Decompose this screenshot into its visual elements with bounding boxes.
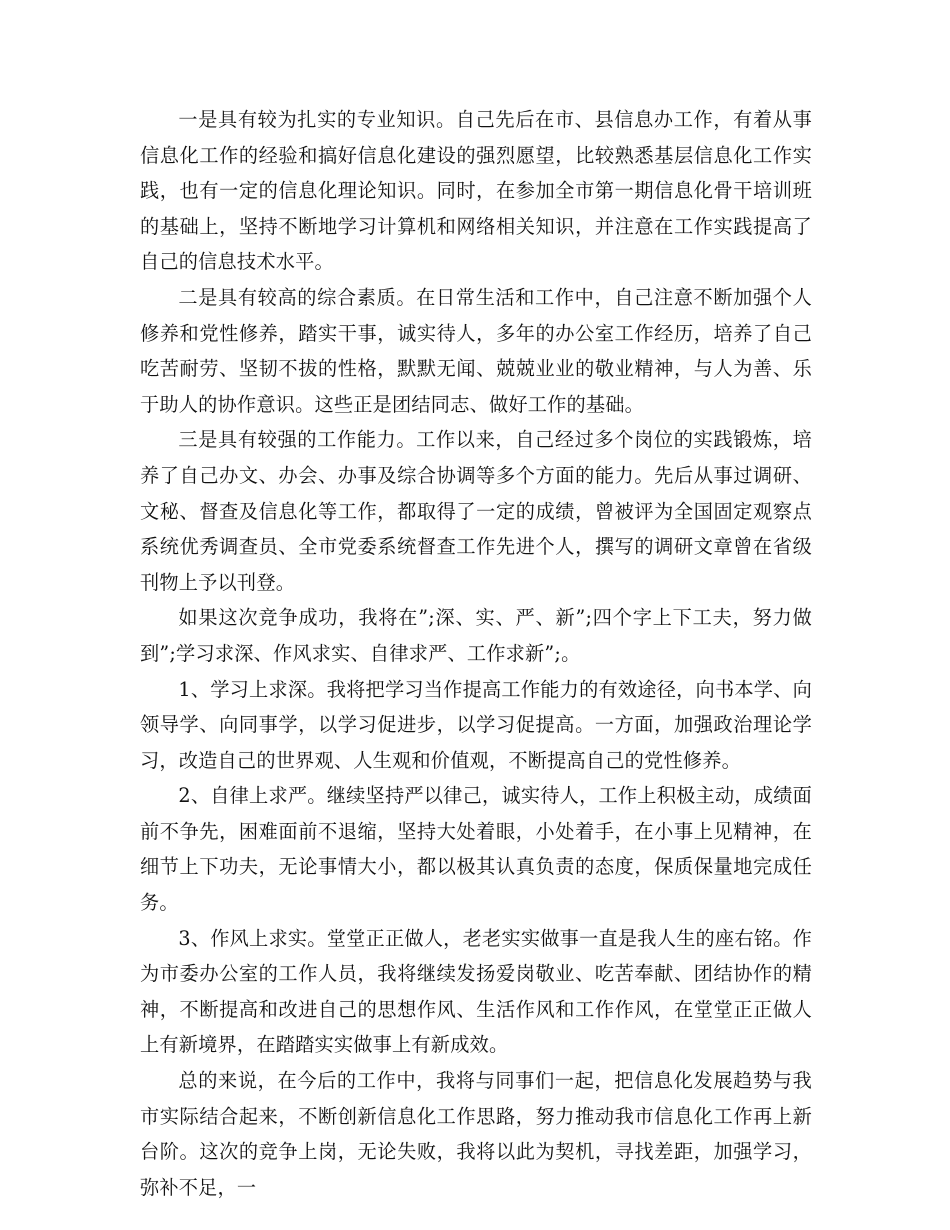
- paragraph-work-ability: 三是具有较强的工作能力。工作以来，自己经过多个岗位的实践锻炼，培养了自己办文、办会、办事及综合协调等多个方面的能力。先后从事过调研、文秘、督查及信息化等工作，都取得了一定的成绩，曾被评为全国固定观察点系统优秀调查员、全市党委系统督查工作先进个人，撰写的调研文章曾在省级刊物上予以刊登。: [140, 428, 812, 594]
- paragraph-comprehensive-quality: 二是具有较高的综合素质。在日常生活和工作中，自己注意不断加强个人修养和党性修养，踏实干事，诚实待人，多年的办公室工作经历，培养了自己吃苦耐劳、坚韧不拔的性格，默默无闻、兢兢业业的敬业精神，与人为善、乐于助人的协作意识。这些正是团结同志、做好工作的基础。: [140, 285, 812, 416]
- paragraph-style-practical: 3、作风上求实。堂堂正正做人，老老实实做事一直是我人生的座右铭。作为市委办公室的工作人员，我将继续发扬爱岗敬业、吃苦奉献、团结协作的精神，不断提高和改进自己的思想作风、生活作风和工作作风，在堂堂正正做人上有新境界，在踏踏实实做事上有新成效。: [140, 926, 812, 1057]
- document-page: [140, 102, 812, 1205]
- paragraph-summary: 总的来说，在今后的工作中，我将与同事们一起，把信息化发展趋势与我市实际结合起来，不断创新信息化工作思路，努力推动我市信息化工作再上新台阶。这次的竞争上岗，无论失败，我将以此为契机，寻找差距，加强学习，弥补不足，一: [140, 1069, 812, 1199]
- paragraph-study-deep: 1、学习上求深。我将把学习当作提高工作能力的有效途径，向书本学、向领导学、向同事学，以学习促进步，以学习促提高。一方面，加强政治理论学习，改造自己的世界观、人生观和价值观，不断提高自己的党性修养。: [140, 677, 812, 772]
- paragraph-if-successful: 如果这次竞争成功，我将在”;深、实、严、新”;四个字上下工夫，努力做到”;学习求深、作风求实、自律求严、工作求新”;。: [140, 606, 812, 665]
- paragraph-self-discipline-strict: 2、自律上求严。继续坚持严以律己，诚实待人，工作上积极主动，成绩面前不争先，困难面前不退缩，坚持大处着眼，小处着手，在小事上见精神，在细节上下功夫，无论事情大小，都以极其认真负责的态度，保质保量地完成任务。: [140, 784, 812, 915]
- paragraph-professional-knowledge: 一是具有较为扎实的专业知识。自己先后在市、县信息办工作，有着从事信息化工作的经验和搞好信息化建设的强烈愿望，比较熟悉基层信息化工作实践，也有一定的信息化理论知识。同时，在参加全市第一期信息化骨干培训班的基础上，坚持不断地学习计算机和网络相关知识，并注意在工作实践提高了自己的信息技术水平。: [140, 108, 812, 274]
